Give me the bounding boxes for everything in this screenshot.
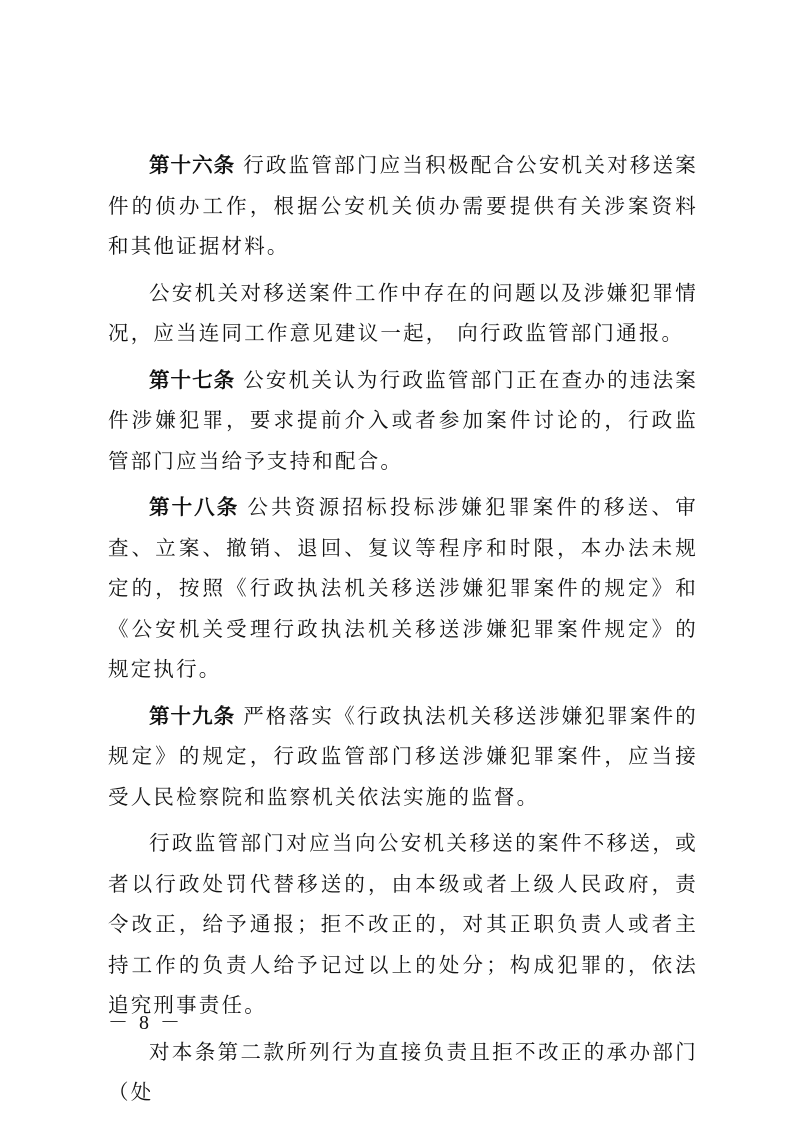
paragraph-article-18 (108, 487, 698, 690)
paragraph-article-16 (108, 145, 698, 267)
article-number: 第十六条 (149, 153, 236, 177)
paragraph-article-16-clause-2 (108, 273, 698, 354)
article-number: 第十七条 (149, 367, 236, 392)
paragraph-text: 行政监管部门应当积极配合公安机关对移送案件的侦办工作，根据公安机关侦办需要提供有关涉案资料和其他证据材料。 (108, 153, 699, 258)
document-body (108, 145, 698, 1113)
paragraph-text: 严格落实《行政执法机关移送涉嫌犯罪案件的规定》的规定，行政监管部门移送涉嫌犯罪案件，应当接受人民检察院和监察机关依法实施的监督。 (108, 703, 699, 809)
paragraph-text: 公安机关认为行政监管部门正在查办的违法案件涉嫌犯罪，要求提前介入或者参加案件讨论的，行政监管部门应当给予支持和配合。 (108, 367, 699, 473)
paragraph-text: 行政监管部门对应当向公安机关移送的案件不移送，或者以行政处罚代替移送的，由本级或者上级人民政府，责令改正，给予通报；拒不改正的，对其正职负责人或者主持工作的负责人给予记过以上的处分；构成犯罪的，依法追究刑事责任。 (108, 831, 698, 1017)
paragraph-article-17 (108, 360, 698, 482)
paragraph-article-19-clause-3 (108, 1032, 698, 1113)
paragraph-text: 公安机关对移送案件工作中存在的问题以及涉嫌犯罪情况，应当连同工作意见建议一起， 向行政监管部门通报。 (108, 280, 698, 345)
page-number: － 8 － (108, 1012, 183, 1034)
paragraph-text: 对本条第二款所列行为直接负责且拒不改正的承办部门（处 (108, 1039, 698, 1104)
article-number: 第十八条 (149, 495, 240, 519)
paragraph-text: 公共资源招标投标涉嫌犯罪案件的移送、审查、立案、撤销、退回、复议等程序和时限，本办法未规定的，按照《行政执法机关移送涉嫌犯罪案件的规定》和《公安机关受理行政执法机关移送涉嫌犯罪案件规定》的规定执行。 (108, 495, 698, 681)
paragraph-article-19 (108, 696, 698, 818)
article-number: 第十九条 (149, 703, 236, 728)
paragraph-article-19-clause-2 (108, 823, 698, 1026)
